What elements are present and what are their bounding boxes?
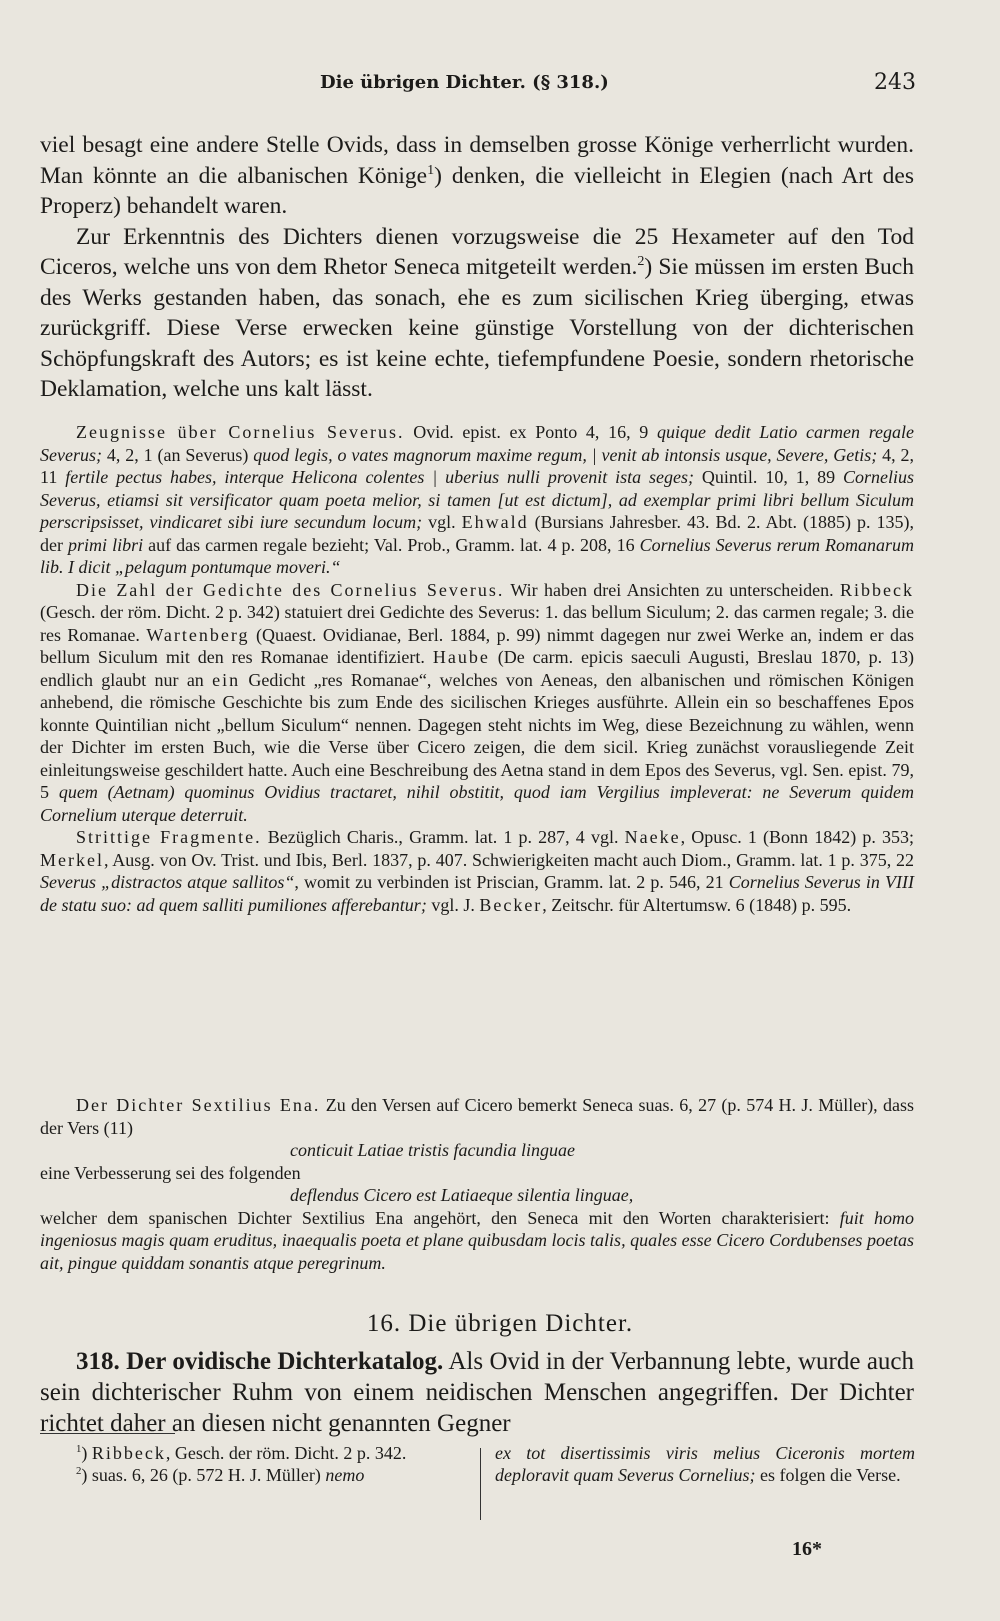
section-318-text: Als Ovid in der Verbannung lebte, wurde auch sein dichterischer Ruhm von einem neidischen Menschen angegriffen. Der Dichter richtet daher an diesen nicht genannten Gegner xyxy=(40,1348,915,1437)
paragraph-1 xyxy=(40,130,914,222)
footnote-2 xyxy=(40,1464,460,1486)
section-318-title: Der ovidische Dichterkatalog. xyxy=(126,1348,444,1375)
fragmente-t5: vgl. J. xyxy=(426,894,480,915)
fragmente-i4: Cornelius Severus in VIII de statu suo: ad quem salliti pumiliones afferebantur; xyxy=(40,872,914,915)
zeugnisse-t5: vgl. xyxy=(422,512,462,532)
footnote-1: $^1$) Ribbeck, Gesch. der röm. Dicht. 2 p. 342. xyxy=(76,1443,407,1463)
footnotes-left-column xyxy=(40,1442,460,1486)
zeugnisse-t4: Quintil. 10, 1, 89 xyxy=(694,467,843,487)
footnote-1-text: , Gesch. der röm. Dicht. 2 p. 342. xyxy=(165,1443,407,1463)
sextilius-heading: Der Dichter Sextilius Ena. xyxy=(76,1095,321,1115)
paragraph-2-tail: ) Sie müssen im ersten Buch des Werks gestanden haben, das sonach, ehe es zum sicilischen Krieg überging, etwas zurückgriff. Diese Verse erwecken keine günstige Vorstellung von der dichterischen Schöpfungskraft des Autors; es ist keine echte, tiefempfundene Poesie, sondern rhetorische Deklamation, welche uns kalt lässt. xyxy=(40,254,914,402)
sextilius-t3: welcher dem spanischen Dichter Sextilius Ena angehört, den Seneca mit den Worten charakterisiert: xyxy=(40,1207,840,1228)
fragmente-t1: Bezüglich Charis., Gramm. lat. 1 p. 287, 4 vgl. xyxy=(261,827,625,847)
sextilius-paragraph xyxy=(40,1094,914,1139)
gedichte-s2: Wartenberg xyxy=(146,624,250,645)
zeugnisse-i1: quique dedit Latio carmen regale Severus; xyxy=(40,422,915,465)
footnote-2-mark: 2 xyxy=(76,1465,82,1477)
gedichte-paragraph xyxy=(40,579,914,827)
zeugnisse-heading: Zeugnisse über Cornelius Severus. xyxy=(76,422,405,442)
verse-1: conticuit Latiae tristis facundia linguae xyxy=(290,1140,575,1160)
footnote-rule xyxy=(40,1433,175,1434)
fragmente-s1: Naeke xyxy=(624,827,681,847)
gedichte-s3: Haube xyxy=(432,647,490,667)
verse-2: deflendus Cicero est Latiaeque silentia linguae, xyxy=(290,1185,634,1205)
zeugnisse-t2: 4, 2, 1 (an Severus) xyxy=(101,444,254,465)
section-16-heading: 16. Die übrigen Dichter. xyxy=(366,1310,634,1337)
footnote-2-italic: nemo xyxy=(325,1465,365,1485)
running-title: Die übrigen Dichter. (§ 318.) xyxy=(320,72,609,93)
sextilius-i3: fuit homo ingeniosus magis quam eruditus, inaequalis poeta et plane quibusdam locis talis, quales esse Cicero Cordubenses poetas ait, pingue quiddam sonantis atque peregrinum. xyxy=(40,1207,914,1273)
section-318 xyxy=(40,1346,914,1439)
section-318-paragraph xyxy=(40,1346,914,1439)
zeugnisse-i4: Cornelius Severus, etiamsi sit versificator quam poeta melior, si tamen [ut est dictum], ad exemplar primi libri bellum Siculum perscripsisset, vindicaret sibi iure secundum locum; xyxy=(40,467,914,532)
footnote-1-name: Ribbeck xyxy=(91,1443,166,1463)
fragmente-s5: Becker xyxy=(479,894,543,915)
footnote-1-mark: 1 xyxy=(76,1443,82,1455)
gedichte-t4: (De carm. epicis saeculi Augusti, Breslau 1870, p. 13) endlich glaubt nur an xyxy=(40,647,914,690)
gedichte-t2: (Gesch. der röm. Dicht. 2 p. 342) statuiert drei Gedichte des Severus: 1. das bellum Siculum; 2. das carmen regale; 3. die res Romanae. xyxy=(40,602,914,645)
gedichte-s4: ein xyxy=(212,669,241,690)
fragmente-t2: , Opusc. 1 (Bonn 1842) p. 353; xyxy=(680,827,914,847)
signature-mark: 16* xyxy=(792,1538,822,1560)
paragraph-1-tail: ) denken, die vielleicht in Elegien (nach Art des Properz) behandelt waren. xyxy=(40,162,915,219)
gedichte-i5: quem (Aetnam) quominus Ovidius tractaret, nihil obstitit, quod iam Vergilius impleverat: ne Severum quidem Cornelium uterque deterruit. xyxy=(40,782,914,825)
paragraph-2 xyxy=(40,222,914,405)
zeugnisse-t1: Ovid. epist. ex Ponto 4, 16, 9 xyxy=(404,422,657,442)
gedichte-heading: Die Zahl der Gedichte des Cornelius Severus. xyxy=(76,579,505,600)
gedichte-t3: (Quaest. Ovidianae, Berl. 1884, p. 99) nimmt dagegen nur zwei Werke an, indem er das bellum Siculum mit den res Romanae identifiziert. xyxy=(40,624,914,667)
sextilius-t3-paragraph xyxy=(40,1207,914,1275)
paragraph-2-text: Zur Erkenntnis des Dichters dienen vorzugsweise die 25 Hexameter auf den Tod Ciceros, welche uns von dem Rhetor Seneca mitgeteilt werden. xyxy=(40,223,914,280)
zeugnisse-t3: 4, 2, 11 xyxy=(40,444,914,487)
section-318-number: 318. xyxy=(76,1348,120,1375)
sextilius-t1: Zu den Versen auf Cicero bemerkt Seneca suas. 6, 27 (p. 574 H. J. Müller), dass der Vers (11) xyxy=(40,1095,914,1138)
paragraph-1-text: viel besagt eine andere Stelle Ovids, dass in demselben grosse Könige verherrlicht wurden. Man könnte an die albanischen Könige xyxy=(40,132,914,189)
footnotes-right-column xyxy=(495,1442,915,1486)
footnote-ref-2: 2 xyxy=(637,253,645,270)
zeugnisse-s5: Ehwald xyxy=(461,512,529,532)
footnote-ref-1: 1 xyxy=(427,161,435,178)
page-number: 243 xyxy=(874,70,916,95)
fragmente-i3: Severus „distractos atque sallitos“ xyxy=(40,872,295,892)
gedichte-t1: Wir haben drei Ansichten zu unterscheiden. xyxy=(504,579,841,600)
main-text xyxy=(40,130,914,405)
sextilius-t2: eine Verbesserung sei des folgenden xyxy=(40,1162,301,1183)
zeugnisse-i7: Cornelius Severus rerum Romanarum lib. I dicit „pelagum pontumque moveri.“ xyxy=(40,534,915,577)
fragmente-t3: , Ausg. von Ov. Trist. und Ibis, Berl. 1837, p. 407. Schwierigkeiten macht auch Diom., Gramm. lat. 1 p. 375, 22 xyxy=(103,849,914,870)
zeugnisse-i6: primi libri xyxy=(68,534,144,555)
footnote-2-continuation-italic: ex tot disertissimis viris melius Ciceronis mortem deploravit quam Severus Cornelius; xyxy=(495,1443,915,1485)
sextilius-block xyxy=(40,1094,914,1274)
fragmente-t6: , Zeitschr. für Altertumsw. 6 (1848) p. 595. xyxy=(542,894,852,915)
zeugnisse-t6: (Bursians Jahresber. 43. Bd. 2. Abt. (1885) p. 135), der xyxy=(40,512,914,555)
gedichte-s1: Ribbeck xyxy=(840,579,915,600)
fragmente-heading: Strittige Fragmente. xyxy=(76,827,262,847)
fragmente-s2: Merkel xyxy=(40,849,104,870)
fragmente-paragraph xyxy=(40,826,914,916)
footnote-2-text: ) suas. 6, 26 (p. 572 H. J. Müller) xyxy=(81,1465,326,1485)
fragmente-t4: , womit zu verbinden ist Priscian, Gramm. lat. 2 p. 546, 21 xyxy=(294,872,729,892)
gedichte-t5: Gedicht „res Romanae“, welches von Aeneas, den albanischen und römischen Königen anhebend, die römische Geschichte bis zum Ende des sicilischen Krieges ausführte. Allein ein so beschaffenes Epos konnte Quintilian nicht „bellum Siculum“ nennen. Dagegen steht nichts im Weg, diese Bezeichnung zu wählen, wenn der Dichter im ersten Buch, wie die Verse über Cicero zeigen, die dem sicil. Krieg zunächst vorausliegende Zeit einleitungsweise geschildert hatte. Auch eine Beschreibung des Aetna stand in dem Epos des Severus, vgl. Sen. epist. 79, 5 xyxy=(40,669,914,802)
zeugnisse-t7: auf das carmen regale bezieht; Val. Prob., Gramm. lat. 4 p. 208, 16 xyxy=(143,534,640,555)
zeugnisse-i2: quod legis, o vates magnorum maxime regum, | venit ab intonsis usque, Severe, Getis; xyxy=(253,444,878,465)
notes-block xyxy=(40,421,914,916)
zeugnisse-i3: fertile pectus habes, interque Helicona colentes | uberius nulli provenit ista seges; xyxy=(65,467,695,487)
zeugnisse-paragraph xyxy=(40,421,914,579)
footnote-2-continuation-tail: es folgen die Verse. xyxy=(755,1465,901,1485)
footnote-column-divider xyxy=(480,1448,481,1520)
